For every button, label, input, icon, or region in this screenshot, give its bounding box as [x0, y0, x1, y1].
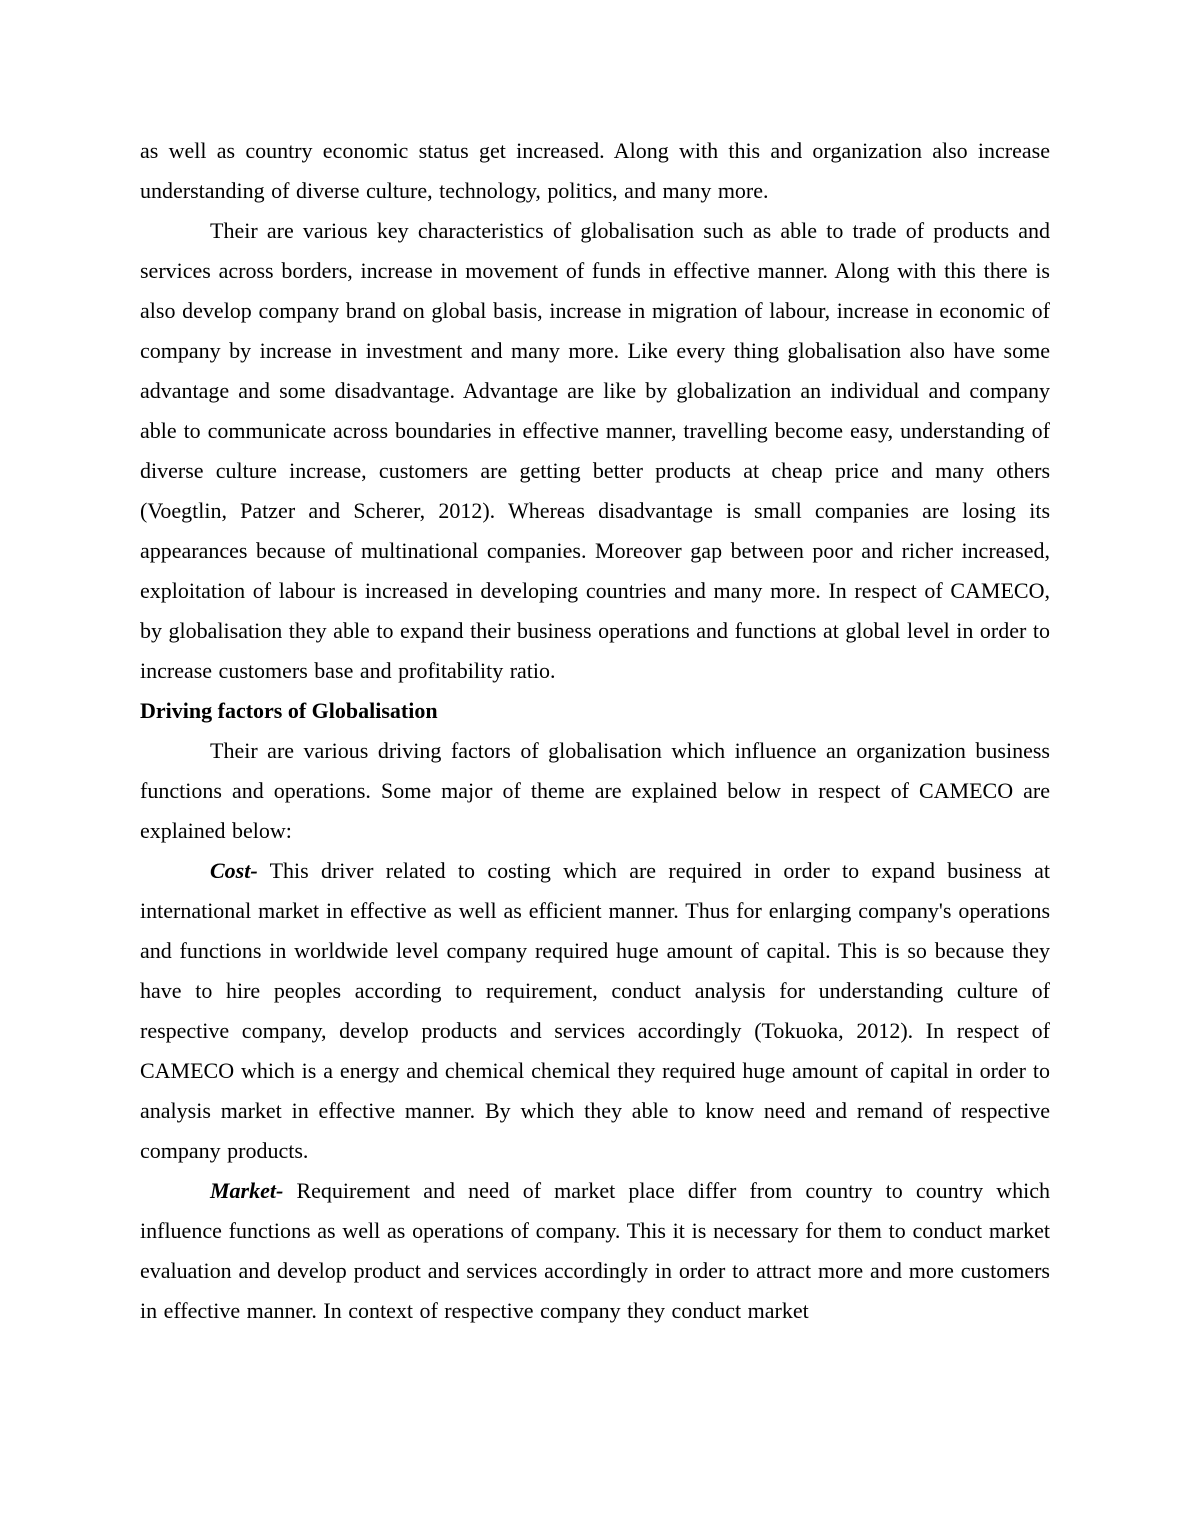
paragraph-characteristics: Their are various key characteristics of globalisation such as able to trade of products and services across borders, increase in movement of funds in effective manner. Along with this there is also develop company brand on global basis, increase in migration of labour, increase in economic of company by increase in investment and many more. Like every thing globalisation also have some advantage and some disadvantage. Advantage are like by globalization an individual and company able to communicate across boundaries in effective manner, travelling become easy, understanding of diverse culture increase, customers are getting better products at cheap price and many others (Voegtlin, Patzer and Scherer, 2012). Whereas disadvantage is small companies are losing its appearances because of multinational companies. Moreover gap between poor and richer increased, exploitation of labour is increased in developing countries and many more. In respect of CAMECO, by globalisation they able to expand their business operations and functions at global level in order to increase customers base and profitability ratio.: [140, 218, 1050, 683]
paragraph-market-text: Requirement and need of market place differ from country to country which influence functions as well as operations of company. This it is necessary for them to conduct market evaluation and develop product and services accordingly in order to attract more and more customers in effective manner. In context of respective company they conduct market: [140, 1178, 1050, 1323]
cost-lead-label: Cost-: [210, 858, 258, 883]
paragraph-market: [140, 1171, 1050, 1331]
section-heading: Driving factors of Globalisation: [140, 698, 438, 723]
paragraph-driving-factors-intro: Their are various driving factors of globalisation which influence an organization business functions and operations. Some major of theme are explained below in respect of CAMECO are explained below:: [140, 738, 1050, 843]
market-lead-label: Market-: [210, 1178, 284, 1203]
paragraph-cost: [140, 851, 1050, 1171]
paragraph-cost-text: This driver related to costing which are required in order to expand business at international market in effective as well as efficient manner. Thus for enlarging company's operations and functions in worldwide level company required huge amount of capital. This is so because they have to hire peoples according to requirement, conduct analysis for understanding culture of respective company, develop products and services accordingly (Tokuoka, 2012). In respect of CAMECO which is a energy and chemical chemical they required huge amount of capital in order to analysis market in effective manner. By which they able to know need and remand of respective company products.: [140, 858, 1050, 1163]
paragraph-continuation: as well as country economic status get increased. Along with this and organization also increase understanding of diverse culture, technology, politics, and many more.: [140, 138, 1050, 203]
